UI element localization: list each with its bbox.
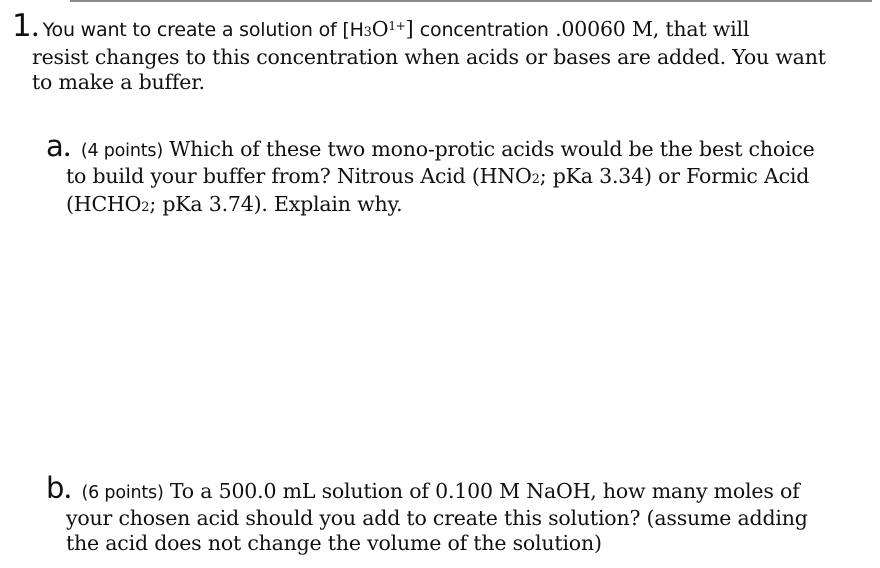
part-b-letter: b [46, 471, 65, 505]
part-a-line-2: to build your buffer from? Nitrous Acid (HNO2; pKa 3.34) or Formic Acid [66, 164, 810, 188]
part-b-line-3: the acid does not change the volume of the solution) [66, 531, 602, 555]
oxygen-symbol: O [371, 17, 389, 41]
part-b-points: (6 points) [81, 483, 164, 503]
question-1-line-3: to make a buffer. [32, 70, 205, 94]
top-divider [70, 0, 872, 2]
question-1 [12, 8, 862, 95]
question-1-line-2: resist changes to this concentration when acids or bases are added. You want [32, 45, 826, 69]
part-b [46, 471, 858, 556]
part-a-points: (4 points) [80, 141, 163, 161]
question-number: 1 [12, 8, 32, 44]
part-a [46, 129, 858, 220]
part-a-letter: a [46, 129, 64, 163]
part-a-text: Which of these two mono-protic acids would be the best choice [169, 137, 815, 161]
charge-superscript: 1+ [388, 19, 406, 33]
concentration-word: concentration [419, 19, 549, 41]
part-b-line-1: b. (6 points) To a 500.0 mL solution of 0.100 M NaOH, how many moles of [46, 471, 800, 505]
bracket-close: ] [405, 17, 414, 41]
part-a-line-1: a. (4 points) Which of these two mono-protic acids would be the best choice [46, 129, 815, 163]
question-text-end: .00060 M, that will [555, 17, 750, 41]
part-b-text: To a 500.0 mL solution of 0.100 M NaOH, how many moles of [169, 479, 800, 503]
part-b-line-2: your chosen acid should you add to create this solution? (assume adding [66, 506, 808, 530]
question-1-line-1: 1. You want to create a solution of $[H3O^{1+}]$ concentration .00060 M, that will [12, 8, 750, 44]
part-a-line-3: (HCHO2; pKa 3.74). Explain why. [66, 192, 403, 216]
question-text-start: You want to create a solution of [H [42, 19, 364, 41]
subscript-3: 3 [363, 25, 372, 40]
